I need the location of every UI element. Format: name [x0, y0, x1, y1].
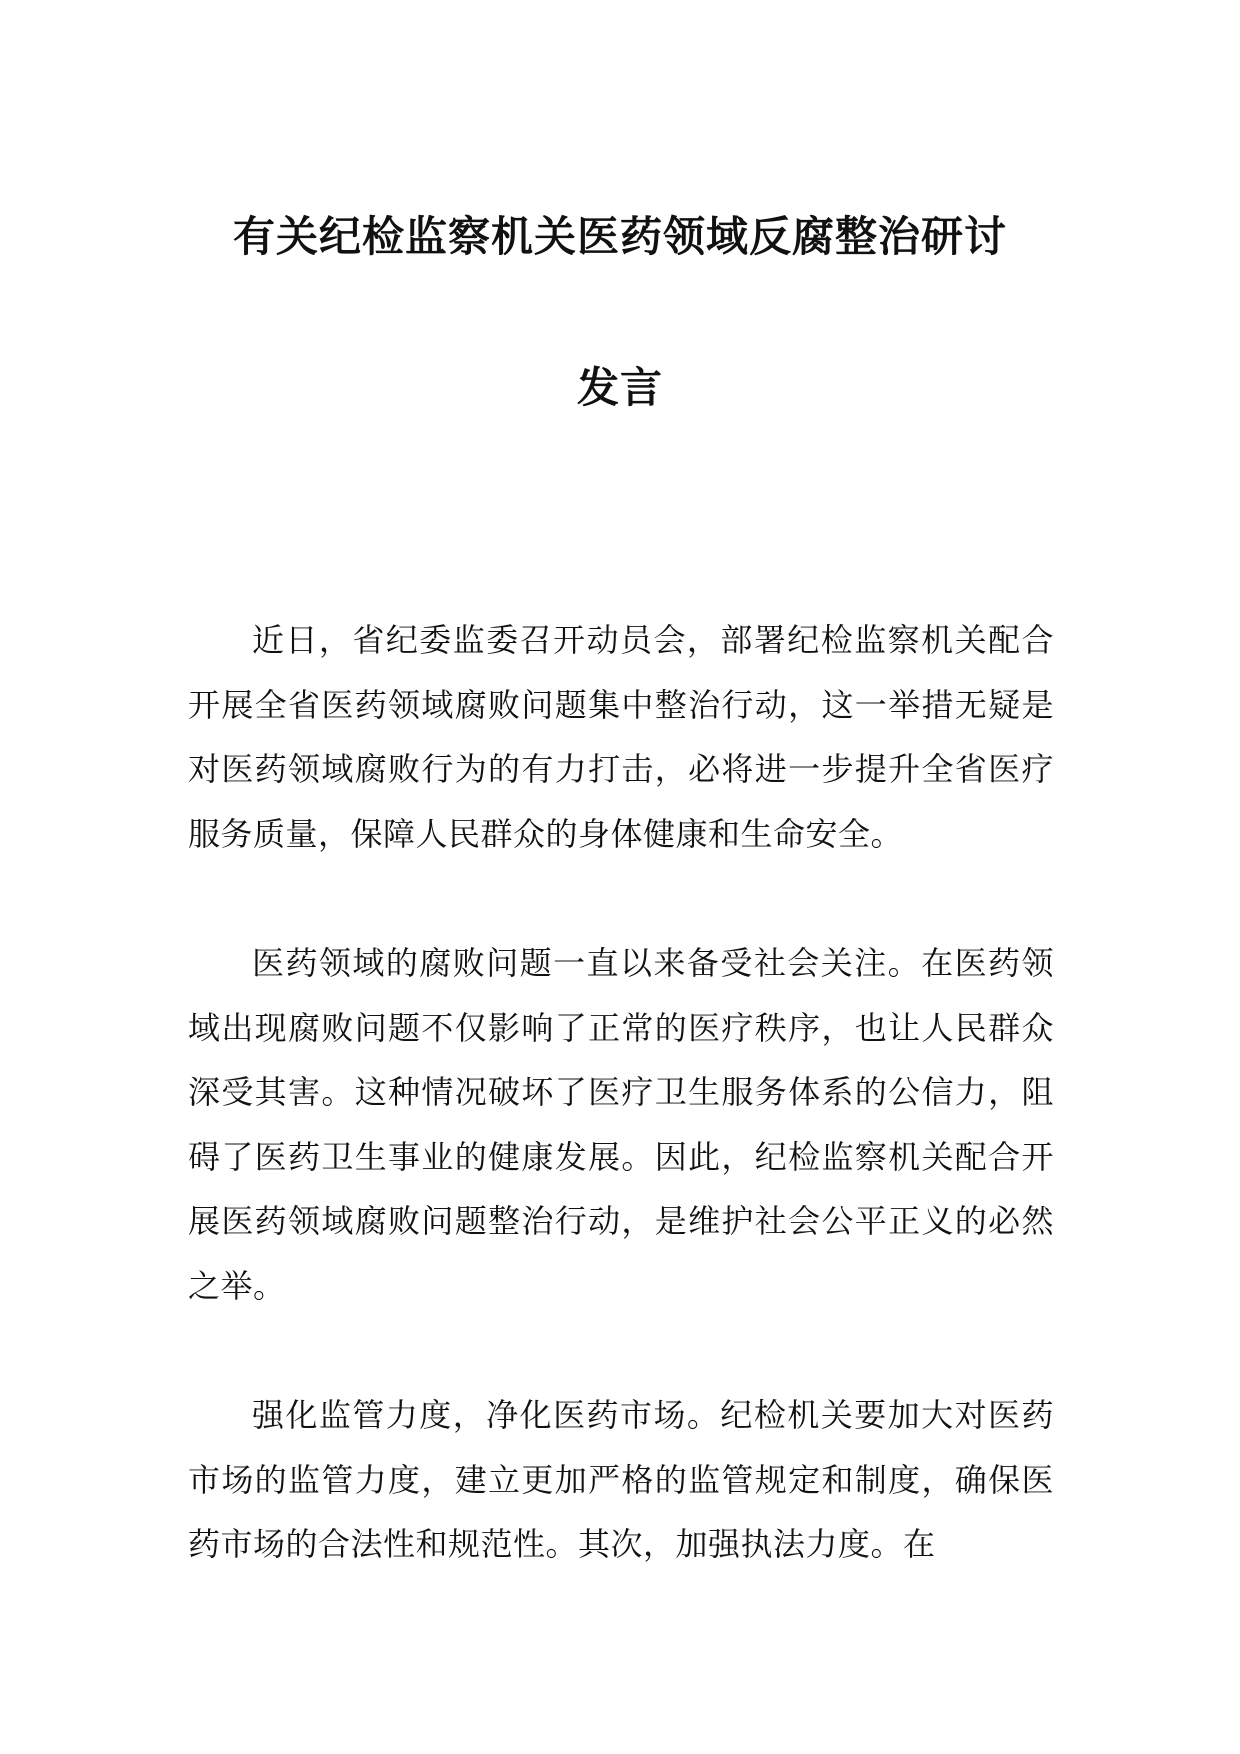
- document-title-line-2: 发言: [576, 363, 663, 412]
- paragraph-1: 近日，省纪委监委召开动员会，部署纪检监察机关配合开展全省医药领域腐败问题集中整治行动，这一举措无疑是对医药领域腐败行为的有力打击，必将进一步提升全省医疗服务质量，保障人民群众的身体健康和生命安全。: [188, 621, 1054, 853]
- document-title-line-1: 有关纪检监察机关医药领域反腐整治研讨: [232, 212, 1007, 261]
- paragraph-3: 强化监管力度，净化医药市场。纪检机关要加大对医药市场的监管力度，建立更加严格的监管规定和制度，确保医药市场的合法性和规范性。其次，加强执法力度。在: [188, 1396, 1054, 1563]
- paragraph-2: 医药领域的腐败问题一直以来备受社会关注。在医药领域出现腐败问题不仅影响了正常的医疗秩序，也让人民群众深受其害。这种情况破坏了医疗卫生服务体系的公信力，阻碍了医药卫生事业的健康发展。因此，纪检监察机关配合开展医药领域腐败问题整治行动，是维护社会公平正义的必然之举。: [188, 944, 1054, 1305]
